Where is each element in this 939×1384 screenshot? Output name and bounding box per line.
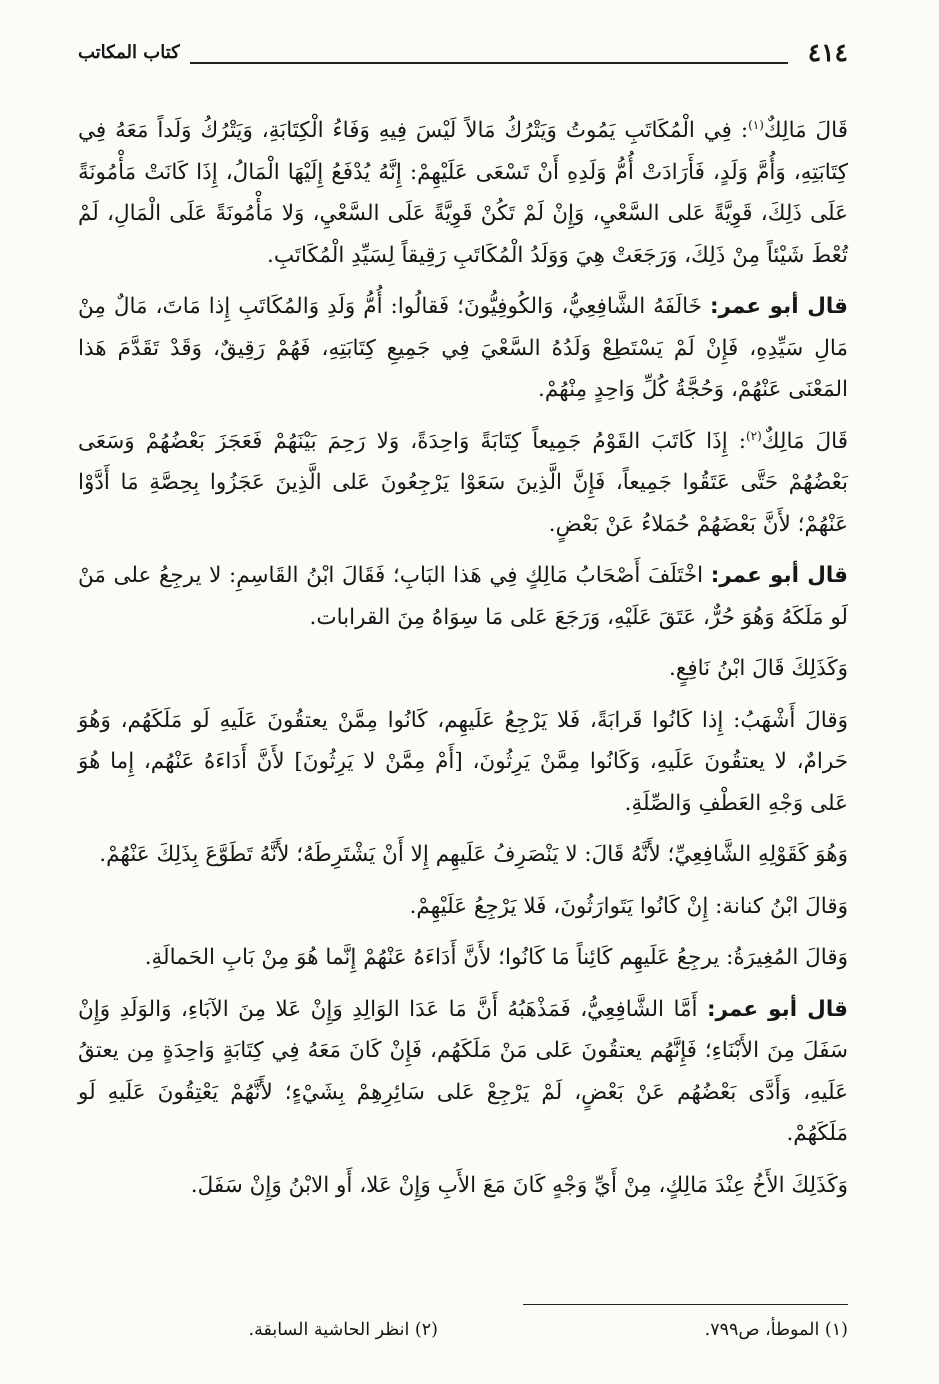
speaker-label: قال أبو عمر: — [706, 996, 848, 1022]
footnote-2: (٢) انظر الحاشية السابقة. — [248, 1320, 438, 1340]
paragraph-6: وَقالَ أَشْهَبُ: إِذا كَانُوا قَرابَةً، فَلا يَرْجِعُ عَلَيهِم، كَانُوا مِمَّنْ يعتقُونَ عَلَيهِ لَو مَلَكَهُم، وَهُوَ حَرامٌ، لا يعتقُونَ عَلَيهِ، وَكَانُوا مِمَّنْ يَرِثُونَ، [أَمْ مِمَّنْ لا يَرِثُونَ] لأَنَّ أَدَاءَهُ عَنْهُم، إِما هُوَ عَلى وَجْهِ العَطْفِ وَالصِّلَةِ. — [78, 707, 848, 816]
book-page — [78, 38, 848, 1368]
paragraph-10: قال أبو عمر: أَمَّا الشَّافِعِيُّ، فَمَذْهَبُهُ أَنَّ مَا عَدَا الوَالِدِ وَإِنْ عَلا مِنَ الآبَاءِ، وَالوَلَدِ وَإِنْ سَفَلَ مِنَ الأَبْنَاءِ؛ فَإِنَّهُم يعتقُونَ عَلى مَنْ مَلَكَهُم، فَإِنْ كَانَ مَعَهُ فِي كِتَابَةٍ وَاحِدَةٍ مِن يعتقُ عَلَيهِ، وَأَدَّى بَعْضُهُم عَنْ بَعْضٍ، لَمْ يَرْجِعْ عَلى سَائِرِهِمْ بِشَيْءٍ؛ لأَنَّهُمْ يَعْتِقُونَ عَلَيهِ لَو مَلَكَهُمْ. — [78, 996, 848, 1146]
paragraph-3: قَالَ مَالِكٌ$^{(٢)}$: إِذَا كَاتَبَ القَوْمُ جَمِيعاً كِتَابَةً وَاحِدَةً، وَلا رَحِمَ بَيْنَهُمْ فَعَجَزَ بَعْضُهُمْ وَسَعَى بَعْضُهُمْ حَتَّى عَتَقُوا جَمِيعاً، فَإِنَّ الَّذِينَ سَعَوْا يَرْجِعُونَ عَلى الَّذِينَ عَجَزُوا بِحِصَّةِ مَا أَدَّوْا عَنْهُمْ؛ لأَنَّ بَعْضَهُمْ حُمَلاءُ عَنْ بَعْضٍ. — [78, 428, 848, 537]
footnote-rule — [523, 1304, 848, 1305]
page-number: ٤١٤ — [807, 38, 848, 67]
speaker-label: قال أبو عمر: — [709, 294, 849, 319]
paragraph-11: وَكَذَلِكَ الأَخُ عِنْدَ مَالِكٍ، مِنْ أَيِّ وَجْهٍ كَانَ مَعَ الأَبِ وَإِنْ عَلا، أَو الابْنُ وَإِنْ سَفَلَ. — [190, 1172, 848, 1198]
book-title: كتاب المكاتب — [78, 42, 180, 63]
speaker-label: قال أبو عمر: — [710, 563, 848, 588]
paragraph-2: قال أبو عمر: خَالَفَهُ الشَّافِعِيُّ، وَالكُوفِيُّونَ؛ فَقالُوا: أُمُّ وَلَدِ وَالمُكَاتَبِ إِذا مَاتَ، مَالٌ مِنْ مَالِ سَيِّدِهِ، فَإِنْ لَمْ يَسْتَطِعْ وَلَدُهُ السَّعْيَ فِي جَمِيعِ كِتَابَتِهِ، فَهُمْ رَقِيقٌ، وَقَدْ تَقَدَّمَ هَذا المَعْنَى عَنْهُمْ، وَحُجَّةُ كُلِّ وَاحِدٍ مِنْهُمْ. — [78, 294, 849, 402]
paragraph-5: وَكَذَلِكَ قَالَ ابْنُ نَافِعٍ. — [669, 656, 848, 681]
paragraph-1: قَالَ مَالِكٌ$^{(١)}$: فِي الْمُكَاتَبِ يَمُوتُ وَيَتْرُكُ مَالاً لَيْسَ فِيهِ وَفَاءُ الْكِتَابَةِ، وَيَتْرُكُ وَلَداً مَعَهُ فِي كِتَابَتِهِ، وَأُمَّ وَلَدٍ، فَأَرَادَتْ أُمُّ وَلَدِهِ أَنْ تَسْعَى عَلَيْهِمْ: إِنَّهُ يُدْفَعُ إِلَيْهَا الْمَالُ، إِذَا كَانَتْ مَأْمُونَةً عَلَى ذَلِكَ، قَوِيَّةً عَلى السَّعْيِ، وَإِنْ لَمْ تَكُنْ قَوِيَّةً عَلَى السَّعْيِ، وَلا مَأْمُونَةً عَلَى الْمَالِ، لَمْ تُعْطَ شَيْئاً مِنْ ذَلِكَ، وَرَجَعَتْ هِيَ وَوَلَدُ الْمُكَاتَبِ رَقِيقاً لِسَيِّدِ الْمُكَاتَبِ. — [78, 117, 848, 268]
header-rule — [190, 62, 788, 64]
footnote-1: (١) الموطأ، ص٧٩٩. — [704, 1320, 848, 1340]
paragraph-4: قال أبو عمر: اخْتَلَفَ أَصْحَابُ مَالِكٍ فِي هَذا البَابِ؛ فَقَالَ ابْنُ القَاسِمِ: لا يرجِعُ على مَنْ لَو مَلَكَهُ وَهُوَ حُرٌّ، عَتَقَ عَلَيْهِ، وَرَجَعَ عَلى مَا سِوَاهُ مِنَ القرابات. — [78, 563, 848, 630]
paragraph-9: وَقالَ المُغِيرَةُ: يرجِعُ عَلَيهِم كَائِناً مَا كَانُوا؛ لأَنَّ أَدَاءَهُ عَنْهُمْ إِنَّما هُوَ مِنْ بَابِ الحَمالَةِ. — [144, 945, 848, 970]
running-header — [78, 38, 848, 72]
paragraph-7: وَهُوَ كَقَوْلِهِ الشَّافِعِيِّ؛ لأَنَّهُ قَالَ: لا يَنْصَرِفُ عَلَيهِم إِلا أَنْ يَشْتَرِطَهُ؛ لأَنَّهُ تَطَوَّعَ بِذَلِكَ عَنْهُمْ. — [99, 842, 848, 867]
paragraph-8: وَقالَ ابْنُ كنانة: إِنْ كَانُوا يَتَوارَثُونَ، فَلا يَرْجِعُ عَلَيْهِمْ. — [409, 893, 848, 919]
body-text — [78, 110, 848, 1216]
